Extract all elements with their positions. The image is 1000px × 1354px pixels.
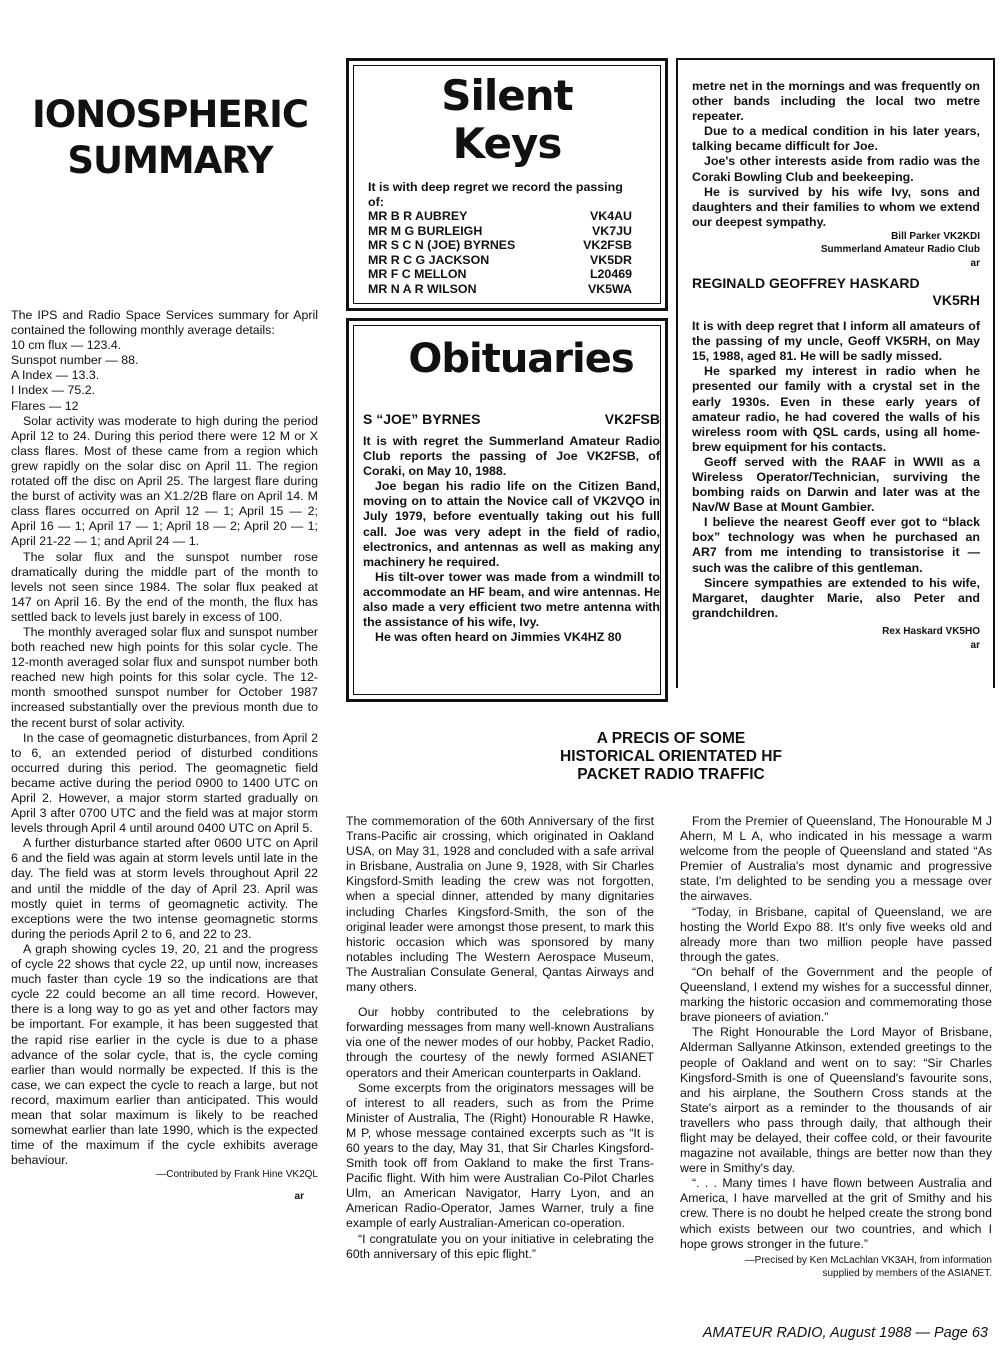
precis-credit-line1: —Precised by Ken McLachlan VK3AH, from information xyxy=(744,1254,992,1266)
silent-key-call: VK7JU xyxy=(592,223,632,238)
right-column-rule-left xyxy=(676,58,678,688)
byrnes-credit-club: Summerland Amateur Radio Club xyxy=(820,243,980,255)
silent-keys-title-line2: Keys xyxy=(452,119,562,168)
paragraph: He is survived by his wife Ivy, sons and daughters and their families to whom we extend our deepest sympathy. xyxy=(692,184,980,229)
paragraph: A further disturbance started after 0600 UTC on April 6 and the field was again at storm levels until late in the day. The field was at storm levels throughout April 22 and until the middle of the day of April 23. April was mostly quiet in terms of geomagnetic activity. The exceptions were the two intense geomagnetic storms during the periods April 2 to 6, and 22 to 23. xyxy=(11,836,318,941)
silent-keys-title xyxy=(356,72,658,168)
byrnes-obituary-continued xyxy=(692,79,980,653)
right-column-rule-top xyxy=(676,58,995,60)
end-mark: ar xyxy=(970,639,980,651)
end-mark: ar xyxy=(970,257,980,269)
silent-key-entry xyxy=(368,253,632,268)
paragraph: In the case of geomagnetic disturbances, from April 2 to 6, an extended period of disturbed conditions occurred during this period. The geomagnetic field became active during the period 0900 to 1400 UTC on April 2. However, a major storm started gradually on April 3 after 0700 UTC and the field was at major storm levels through April 4 until around 0400 UTC on April 5. xyxy=(11,730,318,836)
paragraph: It is with deep regret that I inform all amateurs of the passing of my uncle, Geoff VK5RH, on May 15, 1988, aged 81. He will be sadly missed. xyxy=(692,319,980,364)
byrnes-obituary xyxy=(363,411,660,645)
precis-title-line1: A PRECIS OF SOME xyxy=(596,730,746,747)
paragraph: Our hobby contributed to the celebrations by forwarding messages from many well-known Australians via one of the newer modes of our hobby, Packet Radio, through the courtesy of the newly formed ASIANET operators and their American counterparts in Oakland. xyxy=(346,1005,654,1080)
end-mark: ar xyxy=(294,1191,304,1203)
paragraph: He was often heard on Jimmies VK4HZ 80 xyxy=(375,630,622,645)
haskard-credit: Rex Haskard VK5HO xyxy=(882,625,980,637)
silent-key-entry xyxy=(368,282,632,297)
silent-key-call: VK5WA xyxy=(587,281,632,296)
precis-credit-line2: supplied by members of the ASIANET. xyxy=(822,1267,992,1279)
silent-key-call: VK4AU xyxy=(590,209,632,223)
paragraph: The monthly averaged solar flux and sunspot number both reached new high points for this solar cycle. The 12-month averaged solar flux and sunspot number both reached new high points for this solar cycle. The 12-month smoothed sunspot number for October 1987 increased substantially over the previous month due to the recent burst of solar activity. xyxy=(11,624,318,730)
silent-key-call: VK2FSB xyxy=(583,238,632,252)
ionospheric-intro: The IPS and Radio Space Services summary for April contained the following monthly average details: xyxy=(11,308,318,338)
haskard-call: VK5RH xyxy=(932,292,980,309)
precis-title xyxy=(346,730,996,784)
paragraph: “I congratulate you on your initiative in celebrating the 60th anniversary of this epic flight.” xyxy=(346,1231,654,1261)
paragraph: His tilt-over tower was made from a windmill to accommodate an HF beam, and wire antennas. He also made a very efficient two metre antenna with the assistance of his wife, Ivy. xyxy=(363,569,660,630)
paragraph: Joe's other interests aside from radio was the Coraki Bowling Club and beekeeping. xyxy=(692,154,980,184)
silent-key-call: VK5DR xyxy=(590,252,632,267)
silent-keys-intro: It is with deep regret we record the passing of: xyxy=(368,180,623,209)
paragraph: “. . . Many times I have flown between Australia and America, I have marvelled at the grit of Smithy and his crew. There is no doubt he helped create the strong bond which exists between our two countries, and which I hope grows stronger in the future.” xyxy=(680,1176,992,1251)
stat-line: Flares — 12 xyxy=(11,398,79,413)
byrnes-heading xyxy=(363,411,660,428)
ionospheric-title xyxy=(14,92,326,184)
byrnes-name: S “JOE” BYRNES xyxy=(363,411,481,427)
byrnes-call: VK2FSB xyxy=(604,411,660,427)
silent-key-name: MR F C MELLON xyxy=(368,267,467,281)
paragraph: It is with regret the Summerland Amateur Radio Club reports the passing of Joe VK2FSB, of Coraki, on May 10, 1988. xyxy=(363,434,660,479)
haskard-heading xyxy=(692,275,980,309)
right-column-rule-right xyxy=(993,58,995,688)
silent-keys-title-line1: Silent xyxy=(441,71,573,120)
precis-left-column xyxy=(346,814,654,1262)
silent-key-entry xyxy=(368,267,632,282)
paragraph: The commemoration of the 60th Anniversary of the first Trans-Pacific air crossing, which originated in Oakland USA, on May 31, 1928 and concluded with a safe arrival in Brisbane, Australia on June 9, 1928, with Sir Charles Kingsford-Smith leading the crew was not forgotten, when a special dinner, attended by many dignitaries including Charles Kingsford-Smith, the son of the original leader were amongst those present, to mark this historic occasion which was sponsored by many notables including The Western Aerospace Museum, The Australian Consulate General, Qantas Airways and many others. xyxy=(346,814,654,995)
obituaries-title: Obituaries xyxy=(408,336,634,382)
ionospheric-title-line2: SUMMARY xyxy=(67,139,273,182)
paragraph: The Right Honourable the Lord Mayor of Brisbane, Alderman Sallyanne Atkinson, extended greetings to the people of Oakland and went on to say: “Sir Charles Kingsford-Smith is one of Queensland's favourite sons, and his airplane, the Southern Cross stands at the State's airport as a reminder to the thousands of air travellers who pass through daily, that although their flight may be delayed, their coffee cold, or their favourite magazine not available, things are better now than they were in Smithy's day. xyxy=(680,1025,992,1176)
silent-key-name: MR R C G JACKSON xyxy=(368,252,490,267)
paragraph: The solar flux and the sunspot number rose dramatically during the middle part of the month to levels not seen since 1984. The solar flux peaked at 147 on April 16. By the end of the month, the flux has settled back to levels just barely in excess of 100. xyxy=(11,549,318,624)
haskard-name: REGINALD GEOFFREY HASKARD xyxy=(692,275,920,292)
ionospheric-credit: —Contributed by Frank Hine VK2QL xyxy=(156,1169,318,1181)
page-footer xyxy=(703,1325,988,1341)
paragraph: Solar activity was moderate to high during the period April 12 to 24. During this period there were 12 M or X class flares. Most of these came from a region which grew rapidly on the solar disc on April 11. The region rotated off the disc on April 25. The largest flare during the burst of activity was an X1.2/2B flare on April 14. M class flares occurred on April 12 — 1; April 15 — 2; April 16 — 1; April 17 — 1; April 18 — 2; April 20 — 1; April 21-22 — 1; and April 24 — 1. xyxy=(11,413,318,549)
precis-title-line2: HISTORICAL ORIENTATED HF xyxy=(560,748,782,765)
stat-line: Sunspot number — 88. xyxy=(11,353,139,368)
paragraph: metre net in the mornings and was frequently on other bands including the local two metre repeater. xyxy=(692,79,980,124)
paragraph: From the Premier of Queensland, The Honourable M J Ahern, M L A, who indicated in his message a warm welcome from the people of Queensland and stated “As Premier of Australia's most dynamic and progressive state, I'm delighted to be sending you a message over the airwaves. xyxy=(680,814,992,904)
paragraph: Joe began his radio life on the Citizen Band, moving on to attain the Novice call of VK2VQO in July 1979, before eventually taking out his full call. Joe was very adept in the field of radio, electronics, and antennas as well as making any machinery he required. xyxy=(363,479,660,569)
ionospheric-body xyxy=(11,308,318,1204)
silent-key-call: L20469 xyxy=(589,267,632,281)
silent-key-name: MR M G BURLEIGH xyxy=(368,223,483,238)
paragraph: I believe the nearest Geoff ever got to “black box” technology was when he purchased an AR7 from me intending to transistorise it — such was the calibre of this gentleman. xyxy=(692,515,980,575)
precis-title-line3: PACKET RADIO TRAFFIC xyxy=(577,766,765,783)
stat-line: 10 cm flux — 123.4. xyxy=(11,338,122,353)
paragraph: Due to a medical condition in his later years, talking became difficult for Joe. xyxy=(692,124,980,154)
ionospheric-title-line1: IONOSPHERIC xyxy=(31,93,309,136)
paragraph: Geoff served with the RAAF in WWII as a Wireless Operator/Technician, surviving the bombing raids on Darwin and later was at the Nav/W Base at Mount Gambier. xyxy=(692,454,980,515)
paragraph: “Today, in Brisbane, capital of Queensland, we are hosting the World Expo 88. It's only five weeks old and already more than two million people have passed through the gates. xyxy=(680,904,992,964)
paragraph: Some excerpts from the originators messages will be of interest to all readers, such as from the Prime Minister of Australia, The (Right) Honourable R Hawke, M P, whose message contained excerpts such as “It is 60 years to the day, May 31, that Sir Charles Kingsford-Smith took off from Oakland to make the first Trans-Pacific flight. With him were Australian Co-Pilot Charles Ulm, an American Navigator, Harry Lyon, and an American Radio-Operator, James Warner, truly a fine example of early Australian-American co-operation. xyxy=(346,1080,654,1231)
stat-line: I Index — 75.2. xyxy=(11,383,96,398)
silent-key-name: MR S C N (JOE) BYRNES xyxy=(368,238,516,252)
paragraph: A graph showing cycles 19, 20, 21 and the progress of cycle 22 shows that cycle 22, up until now, increases much faster than cycle 19 so the indications are that cycle 22 could become an all time record. However, there is a long way to go as yet and other factors may be important. For example, it has been suggested that the rapid rise earlier in the cycle is due to a phase advance of the solar cycle, that is, the cycle coming earlier than would normally be expected. If this is the case, we can expect the cycle to reach a large, but not record, maximum earlier than anticipated. This would mean that solar maximum is likely to be reached somewhat earlier than late 1990, which is the expected time of the maximum if the cycle exhibits average behaviour. xyxy=(11,941,318,1168)
silent-key-name: MR B R AUBREY xyxy=(368,209,468,223)
paragraph: Sincere sympathies are extended to his wife, Margaret, daughter Marie, also Peter and grandchildren. xyxy=(692,575,980,620)
stat-line: A Index — 13.3. xyxy=(11,368,100,383)
footer-text: AMATEUR RADIO, August 1988 — Page 63 xyxy=(702,1325,988,1341)
paragraph: “On behalf of the Government and the people of Queensland, I extend my wishes for a successful dinner, marking the historic occasion and commemorating those brave pioneers of aviation.” xyxy=(680,964,992,1025)
byrnes-credit-name: Bill Parker VK2KDI xyxy=(891,230,980,242)
silent-key-entry xyxy=(368,224,632,239)
silent-key-entry xyxy=(368,209,632,224)
precis-right-column xyxy=(680,814,992,1280)
silent-key-entry xyxy=(368,238,632,253)
silent-keys-list xyxy=(368,180,632,296)
paragraph: He sparked my interest in radio when he presented our family with a crystal set in the early 1930s. Even in these early years of amateur radio, he had covered the walls of his wireless room with QSL cards, using all home-brew equipment for his contacts. xyxy=(692,364,980,454)
silent-key-name: MR N A R WILSON xyxy=(368,281,477,296)
